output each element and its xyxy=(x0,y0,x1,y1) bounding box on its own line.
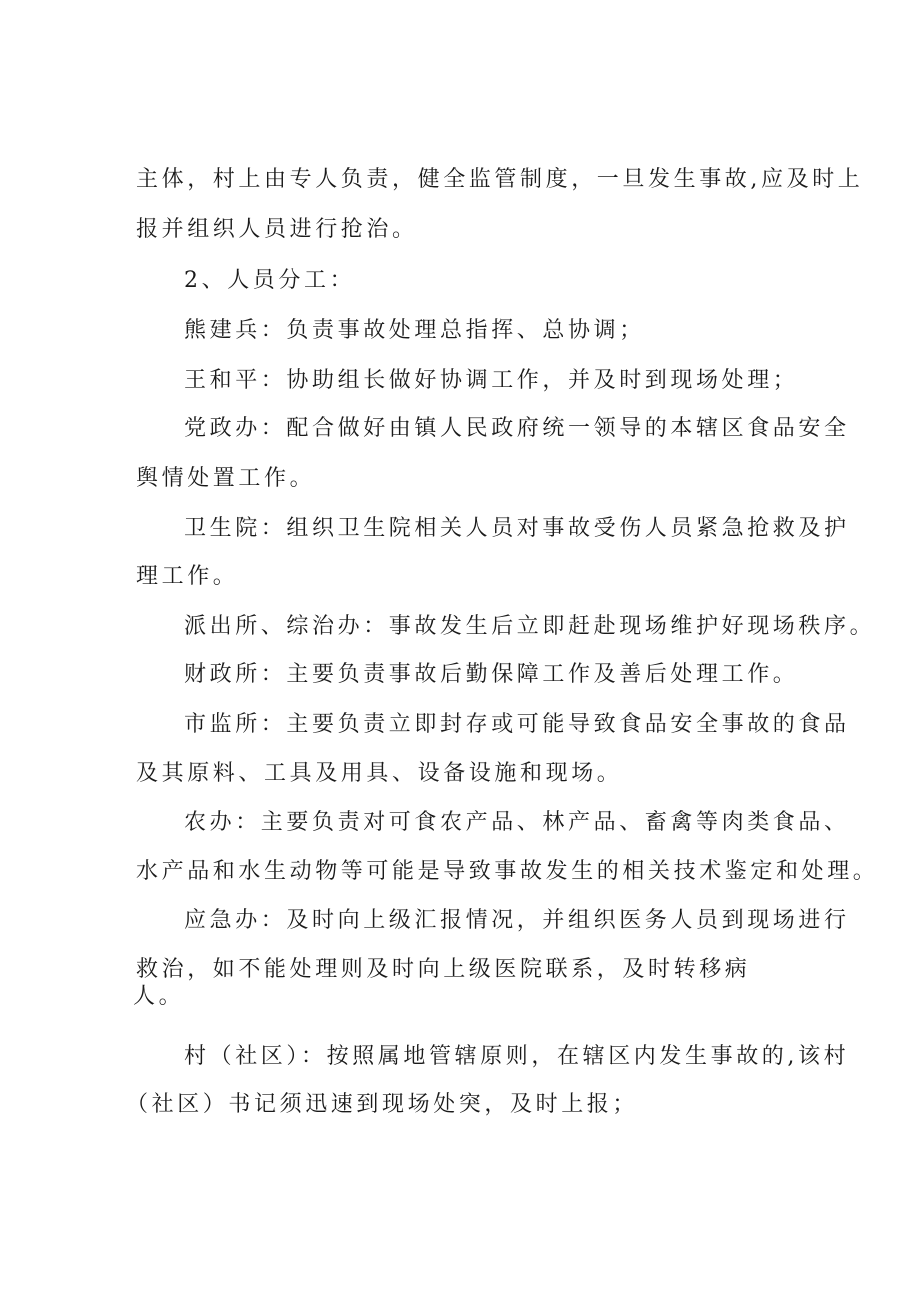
section-heading-staff-division: 2、人员分工： xyxy=(184,268,356,293)
paragraph-market-supervision-line-2: 及其原料、工具及用具、设备设施和现场。 xyxy=(136,761,623,786)
paragraph-agriculture-office-line-1: 农办：主要负责对可食农产品、林产品、畜禽等肉类食品、 xyxy=(184,810,850,835)
paragraph-emergency-office-line-1: 应急办：及时向上级汇报情况，并组织医务人员到现场进行 xyxy=(184,908,850,933)
paragraph-party-office-line-2: 舆情处置工作。 xyxy=(136,466,316,491)
paragraph-village-line-2: （社区）书记须迅速到现场处突，及时上报； xyxy=(126,1092,639,1117)
paragraph-police-station: 派出所、综治办：事故发生后立即赶赴现场维护好现场秩序。 xyxy=(184,614,876,639)
paragraph-party-office-line-1: 党政办：配合做好由镇人民政府统一领导的本辖区食品安全 xyxy=(184,416,850,441)
paragraph-emergency-office-line-2: 救治，如不能处理则及时向上级医院联系，及时转移病 xyxy=(136,957,751,982)
paragraph-xiong-jianbing: 熊建兵：负责事故处理总指挥、总协调； xyxy=(184,318,645,343)
paragraph-emergency-office-line-3: 人。 xyxy=(133,984,185,1009)
paragraph-intro-line-1: 主体，村上由专人负责，健全监管制度，一旦发生事故,应及时上 xyxy=(136,167,864,192)
paragraph-village-line-1: 村（社区）：按照属地管辖原则，在辖区内发生事故的,该村 xyxy=(184,1044,850,1069)
paragraph-intro-line-2: 报并组织人员进行抢治。 xyxy=(136,217,418,242)
paragraph-market-supervision-line-1: 市监所：主要负责立即封存或可能导致食品安全事故的食品 xyxy=(184,712,850,737)
paragraph-wang-heping: 王和平：协助组长做好协调工作，并及时到现场处理； xyxy=(184,368,799,393)
paragraph-agriculture-office-line-2: 水产品和水生动物等可能是导致事故发生的相关技术鉴定和处理。 xyxy=(136,859,879,884)
paragraph-health-center-line-1: 卫生院：组织卫生院相关人员对事故受伤人员紧急抢救及护 xyxy=(184,516,850,541)
paragraph-finance-office: 财政所：主要负责事故后勤保障工作及善后处理工作。 xyxy=(184,662,799,687)
paragraph-health-center-line-2: 理工作。 xyxy=(136,564,239,589)
